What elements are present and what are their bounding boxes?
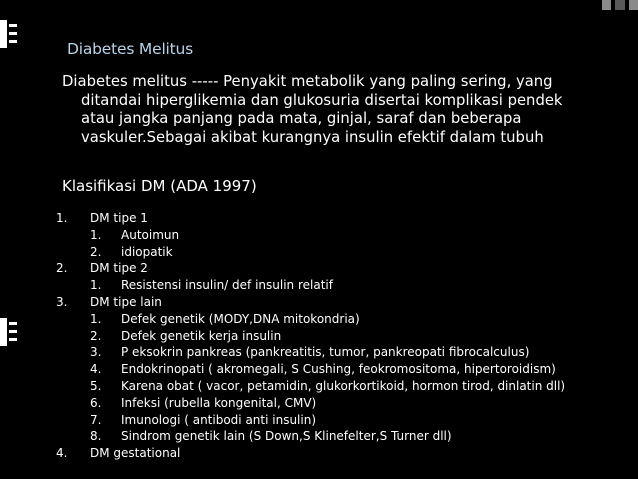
classification-heading: Klasifikasi DM (ADA 1997)	[62, 177, 257, 195]
sub-list-item	[0, 412, 620, 429]
list-number: 1.	[90, 311, 102, 326]
sub-list-item	[0, 277, 620, 294]
list-text: Defek genetik kerja insulin	[121, 328, 282, 343]
list-text: Imunologi ( antibodi anti insulin)	[121, 412, 317, 427]
sub-list-item	[0, 328, 620, 345]
list-text: DM tipe 2	[90, 261, 148, 276]
list-text: DM tipe lain	[90, 294, 162, 309]
list-text: Sindrom genetik lain (S Down,S Klinefelter,S Turner dll)	[121, 429, 452, 444]
list-text: DM gestational	[90, 446, 181, 461]
intro-line: atau jangka panjang pada mata, ginjal, saraf dan beberapa	[81, 110, 522, 127]
list-number: 3.	[56, 294, 68, 309]
slide-edge-marker-icon	[0, 20, 18, 48]
list-number: 6.	[90, 395, 102, 410]
intro-paragraph	[62, 73, 582, 147]
sub-list-item	[0, 344, 620, 361]
decorative-bar	[602, 0, 611, 10]
sub-list-item	[0, 378, 620, 395]
intro-line: vaskuler.Sebagai akibat kurangnya insulin efektif dalam tubuh	[81, 128, 544, 146]
sub-list-item	[0, 244, 620, 261]
list-number: 8.	[90, 429, 102, 444]
list-number: 7.	[90, 412, 102, 427]
list-text: Karena obat ( vacor, petamidin, glukorkortikoid, hormon tirod, dinlatin dll)	[121, 378, 566, 393]
list-number: 5.	[90, 378, 102, 393]
list-number: 2.	[90, 244, 102, 259]
sub-list-item	[0, 395, 620, 412]
sub-list-item	[0, 361, 620, 378]
intro-line: ditandai hiperglikemia dan glukosuria disertai komplikasi pendek	[81, 91, 563, 109]
intro-line: Diabetes melitus ----- Penyakit metabolik yang paling sering, yang	[62, 73, 553, 90]
list-number: 2.	[90, 328, 102, 343]
decorative-bars	[602, 0, 638, 10]
list-number: 4.	[90, 362, 102, 377]
list-item	[0, 294, 620, 311]
list-text: idiopatik	[121, 244, 173, 259]
list-number: 1.	[90, 278, 102, 293]
slide-title: Diabetes Melitus	[67, 40, 194, 58]
sub-list-item	[0, 428, 620, 445]
list-number: 1.	[56, 211, 68, 225]
classification-list	[0, 210, 620, 462]
list-number: 4.	[56, 446, 68, 461]
list-number: 2.	[56, 261, 68, 276]
decorative-bar	[629, 0, 638, 10]
list-item	[0, 260, 620, 277]
list-text: Autoimun	[121, 227, 180, 242]
list-text: P eksokrin pankreas (pankreatitis, tumor, pankreopati fibrocalculus)	[121, 345, 530, 360]
list-text: Resistensi insulin/ def insulin relatif	[121, 278, 333, 293]
list-item	[0, 445, 620, 462]
list-number: 3.	[90, 345, 102, 360]
sub-list-item	[0, 311, 620, 328]
decorative-bar	[615, 0, 624, 10]
list-text: Defek genetik (MODY,DNA mitokondria)	[121, 311, 360, 326]
list-item	[0, 210, 620, 227]
list-text: Infeksi (rubella kongenital, CMV)	[121, 395, 317, 410]
sub-list-item	[0, 227, 620, 244]
list-text: DM tipe 1	[90, 211, 148, 225]
list-text: Endokrinopati ( akromegali, S Cushing, feokromositoma, hipertoroidism)	[121, 362, 556, 377]
list-number: 1.	[90, 227, 102, 242]
